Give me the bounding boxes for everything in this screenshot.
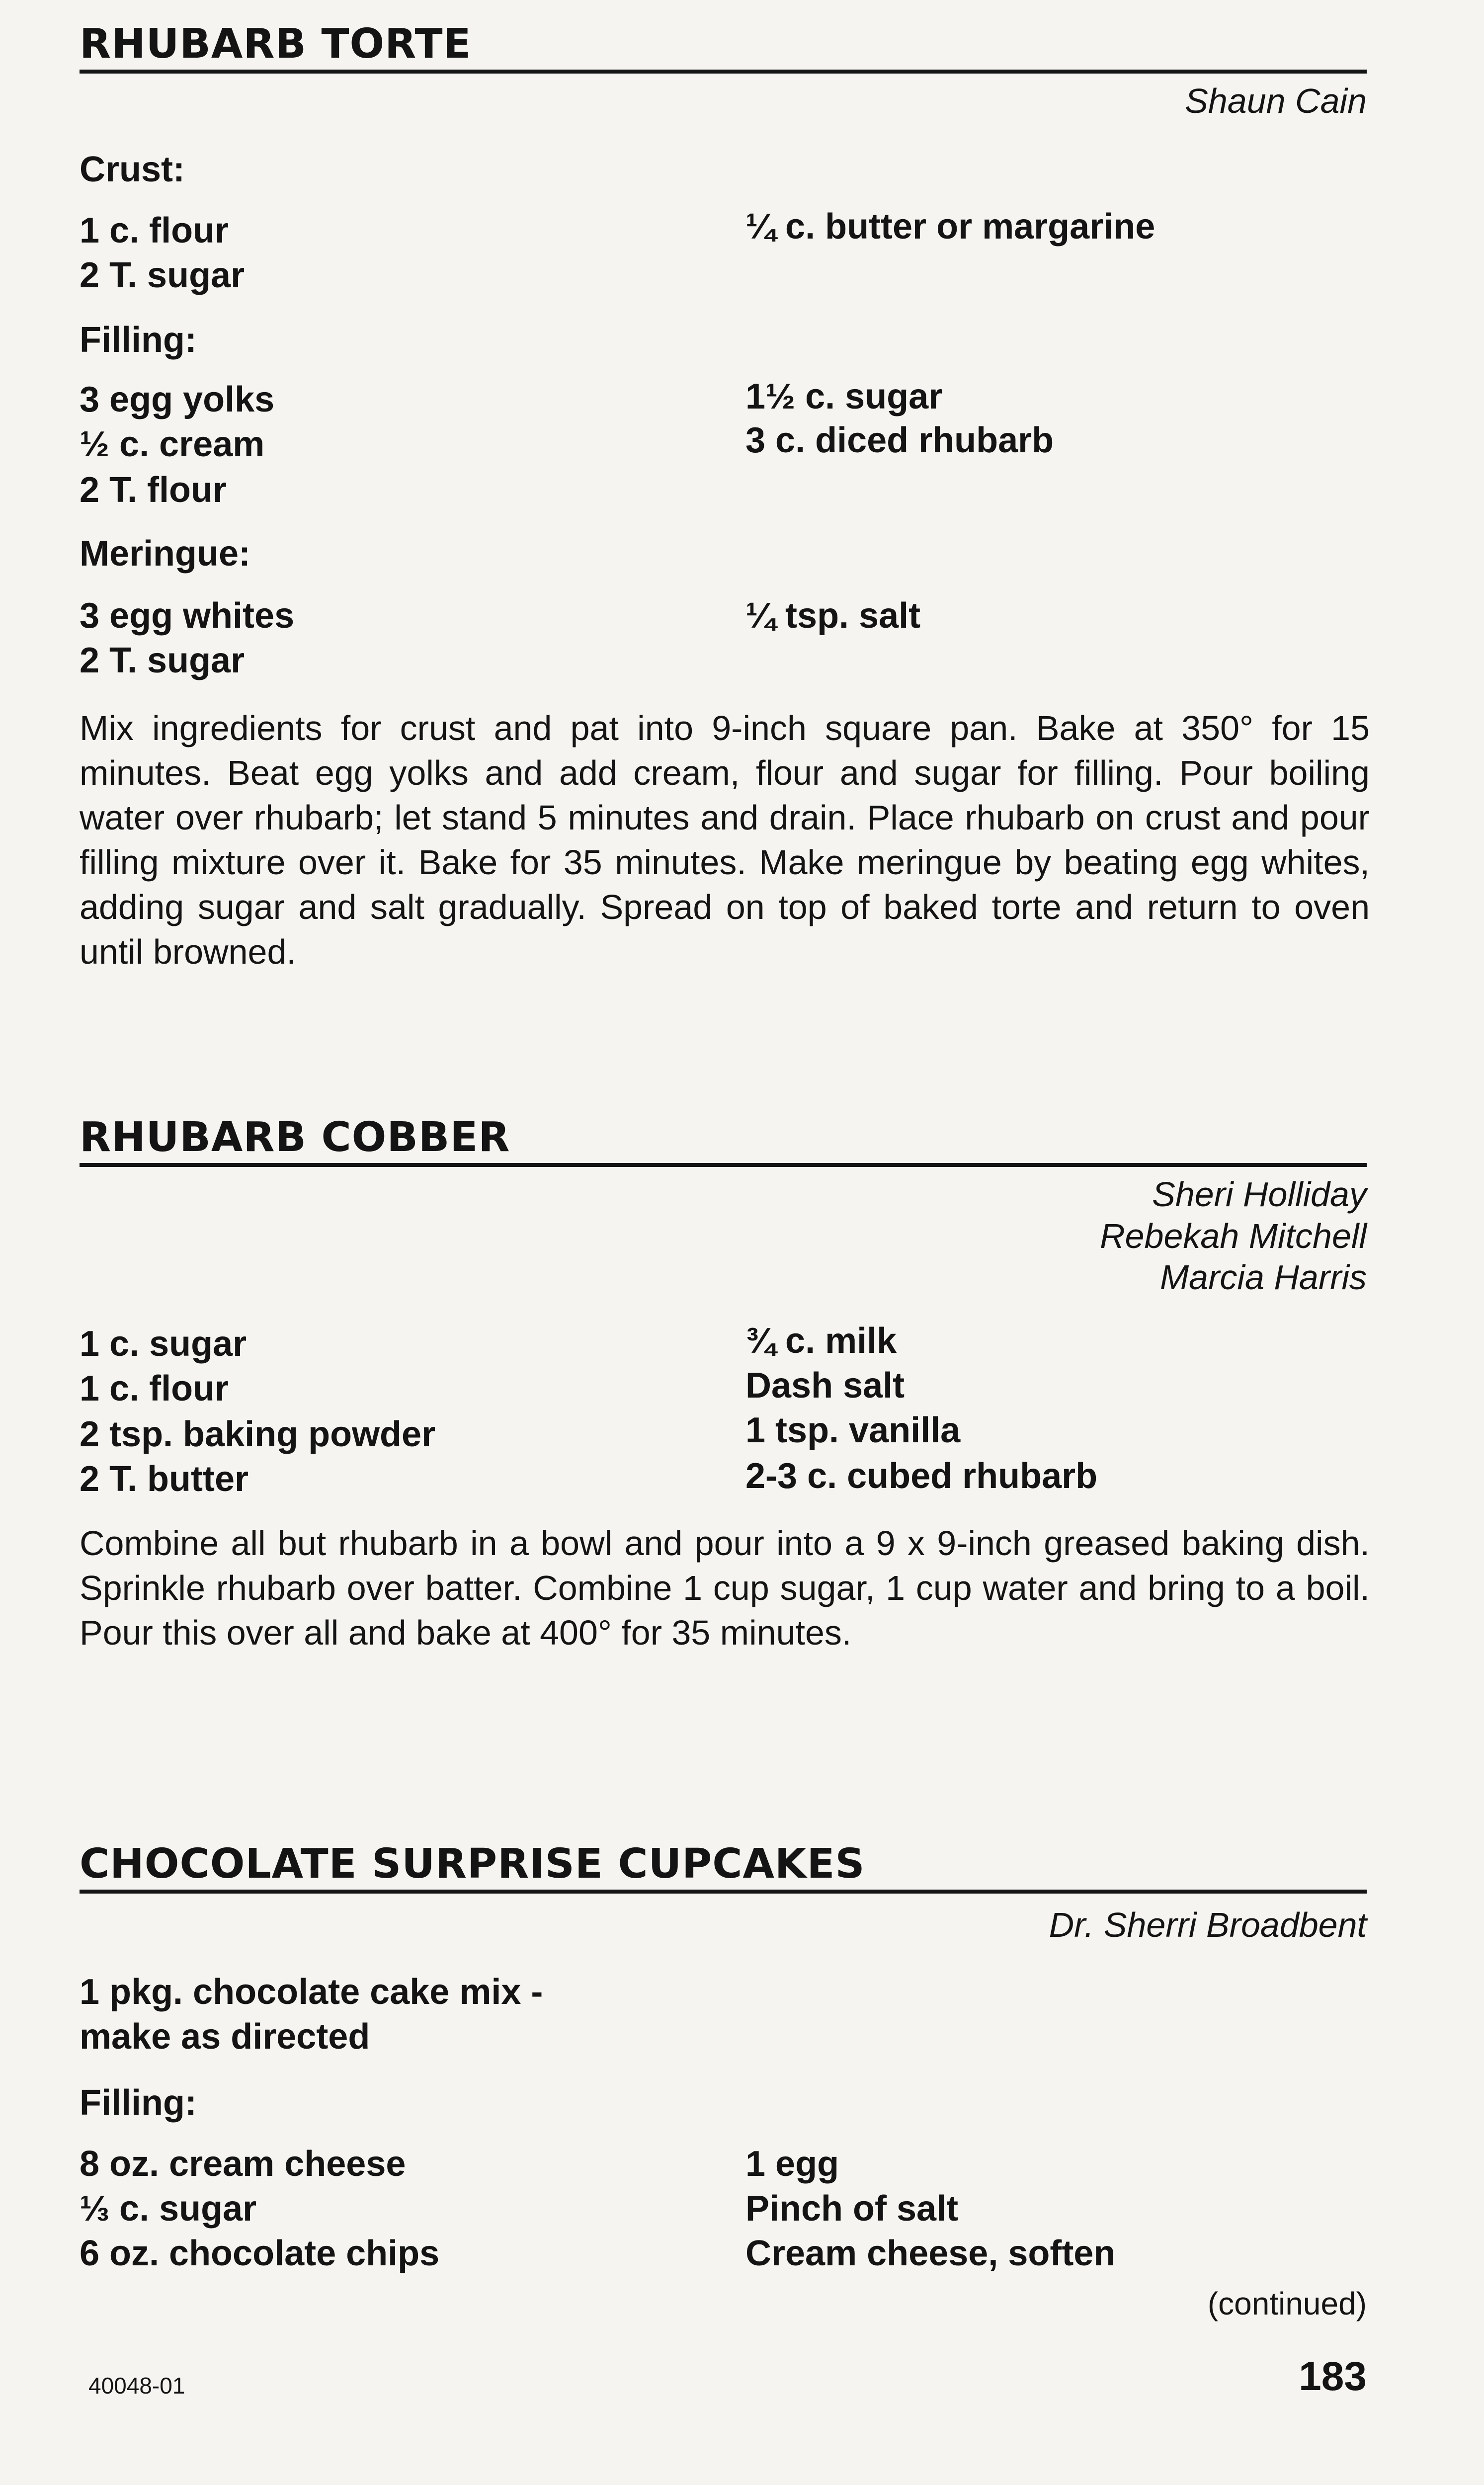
ingredient: ¼ c. butter or margarine xyxy=(745,207,1155,247)
section-label: Crust: xyxy=(80,150,185,189)
ingredient: make as directed xyxy=(80,2017,370,2057)
section-label: Meringue: xyxy=(80,534,251,574)
ingredient: 3 egg whites xyxy=(80,596,295,636)
ingredient: ¾ c. milk xyxy=(745,1321,897,1361)
ingredient: 8 oz. cream cheese xyxy=(80,2144,406,2184)
page-number: 183 xyxy=(1299,2354,1367,2399)
recipe-title: RHUBARB COBBER xyxy=(80,1114,510,1161)
ingredient: Cream cheese, soften xyxy=(745,2234,1116,2273)
ingredient: 3 c. diced rhubarb xyxy=(745,420,1054,460)
ingredient: Dash salt xyxy=(745,1366,905,1406)
continued-note: (continued) xyxy=(1207,2286,1367,2321)
ingredient: 1½ c. sugar xyxy=(745,377,943,416)
ingredient: 2-3 c. cubed rhubarb xyxy=(745,1456,1098,1496)
book-code: 40048-01 xyxy=(88,2373,185,2399)
ingredient: Pinch of salt xyxy=(745,2189,959,2229)
recipe-directions: Combine all but rhubarb in a bowl and pour into a 9 x 9-inch greased baking dish. Sprinkle rhubarb over batter. Combine 1 cup sugar, 1 cup water and bring to a boil. Pour this over all and bake at 400° for 35 minutes. xyxy=(80,1524,1370,1652)
ingredient: 2 T. sugar xyxy=(80,255,245,295)
recipe-author: Dr. Sherri Broadbent xyxy=(1049,1905,1367,1944)
ingredient: ½ c. cream xyxy=(80,424,265,464)
ingredient: 1 c. flour xyxy=(80,1369,229,1408)
ingredient: 1 c. sugar xyxy=(80,1324,247,1364)
recipe-author: Shaun Cain xyxy=(1185,82,1367,120)
recipe-author: Sheri Holliday xyxy=(1152,1175,1367,1214)
title-rule xyxy=(80,1890,1367,1894)
ingredient: 3 egg yolks xyxy=(80,380,275,419)
ingredient: 1 c. flour xyxy=(80,211,229,250)
recipe-title: RHUBARB TORTE xyxy=(80,20,472,68)
title-rule xyxy=(80,70,1367,74)
ingredient: 2 T. flour xyxy=(80,470,227,510)
ingredient: ⅓ c. sugar xyxy=(80,2189,257,2229)
section-label: Filling: xyxy=(80,2083,197,2123)
recipe-directions: Mix ingredients for crust and pat into 9-inch square pan. Bake at 350° for 15 minutes. Beat egg yolks and add cream, flour and sugar for filling. Pour boiling water over rhubarb; let stand 5 minutes and drain. Place rhubarb on crust and pour filling mixture over it. Bake for 35 minutes. Make meringue by beating egg whites, adding sugar and salt gradually. Spread on top of baked torte and return to oven until browned. xyxy=(80,709,1370,971)
ingredient: 1 egg xyxy=(745,2144,839,2184)
ingredient: ¼ tsp. salt xyxy=(745,596,921,636)
ingredient: 1 tsp. vanilla xyxy=(745,1410,961,1450)
title-rule xyxy=(80,1163,1367,1167)
recipe-title: CHOCOLATE SURPRISE CUPCAKES xyxy=(80,1840,865,1888)
recipe-author: Rebekah Mitchell xyxy=(1100,1217,1367,1255)
ingredient: 2 tsp. baking powder xyxy=(80,1414,436,1454)
section-label: Filling: xyxy=(80,320,197,360)
ingredient: 6 oz. chocolate chips xyxy=(80,2234,440,2273)
recipe-author: Marcia Harris xyxy=(1159,1258,1367,1297)
ingredient: 2 T. butter xyxy=(80,1459,249,1499)
ingredient: 2 T. sugar xyxy=(80,641,245,680)
ingredient: 1 pkg. chocolate cake mix - xyxy=(80,1972,543,2012)
